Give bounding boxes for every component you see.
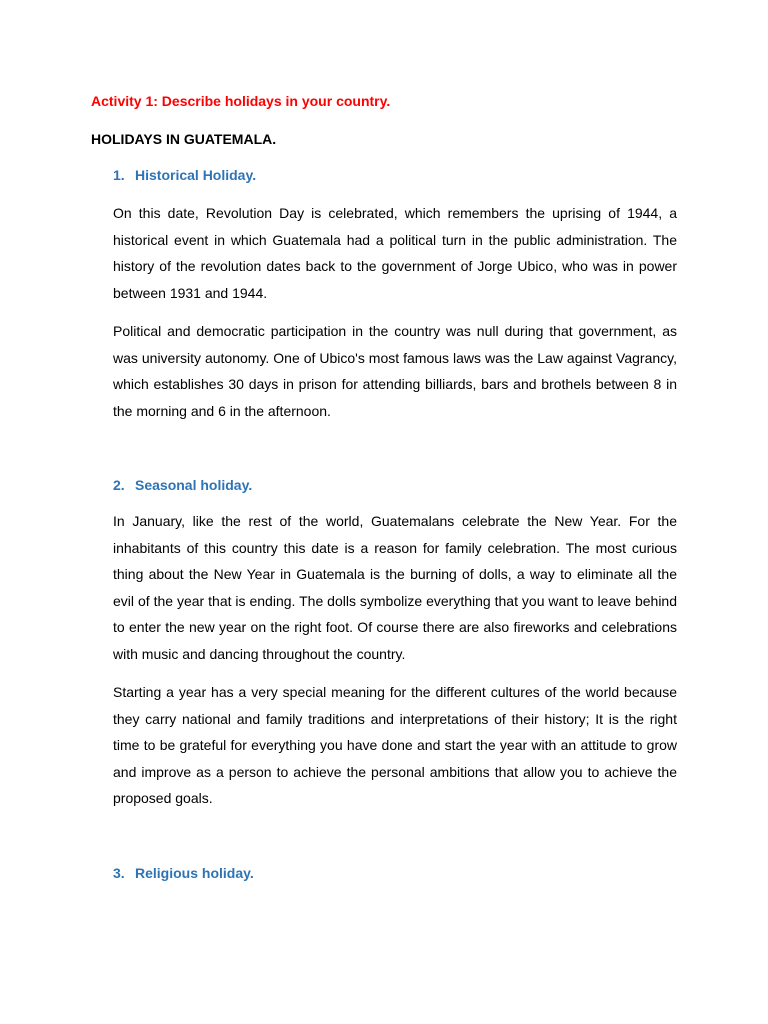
section-heading-religious xyxy=(113,865,254,881)
section-heading-historical xyxy=(113,167,256,183)
section-number: 3. xyxy=(113,865,125,881)
document-title: HOLIDAYS IN GUATEMALA. xyxy=(91,131,277,147)
section-heading-seasonal xyxy=(113,477,252,493)
paragraph-revolution-day: On this date, Revolution Day is celebrated, which remembers the uprising of 1944, a historical event in which Guatemala had a political turn in the public administration. The history of the revolution dates back to the government of Jorge Ubico, who was in power between 1931 and 1944. xyxy=(113,205,677,301)
paragraph-new-year: In January, like the rest of the world, Guatemalans celebrate the New Year. For the inhabitants of this country this date is a reason for family celebration. The most curious thing about the New Year in Guatemala is the burning of dolls, a way to eliminate all the evil of the year that is ending. The dolls symbolize everything that you want to leave behind to enter the new year on the right foot. Of course there are also fireworks and celebrations with music and dancing throughout the country. xyxy=(113,513,677,662)
section-heading-text: Historical Holiday. xyxy=(135,167,257,183)
section-heading-text: Seasonal holiday. xyxy=(135,477,253,493)
paragraph-ubico-government: Political and democratic participation in the country was null during that government, as was university autonomy. One of Ubico's most famous laws was the Law against Vagrancy, which establishes 30 days in prison for attending billiards, bars and brothels between 8 in the morning and 6 in the afternoon. xyxy=(113,323,677,419)
activity-title: Activity 1: Describe holidays in your country. xyxy=(91,93,391,109)
section-number: 1. xyxy=(113,167,125,183)
section-number: 2. xyxy=(113,477,125,493)
section-heading-text: Religious holiday. xyxy=(135,865,254,881)
paragraph-starting-year: Starting a year has a very special meaning for the different cultures of the world because they carry national and family traditions and interpretations of their history; It is the right time to be grateful for everything you have done and start the year with an attitude to grow and improve as a person to achieve the personal ambitions that allow you to achieve the proposed goals. xyxy=(113,684,677,806)
